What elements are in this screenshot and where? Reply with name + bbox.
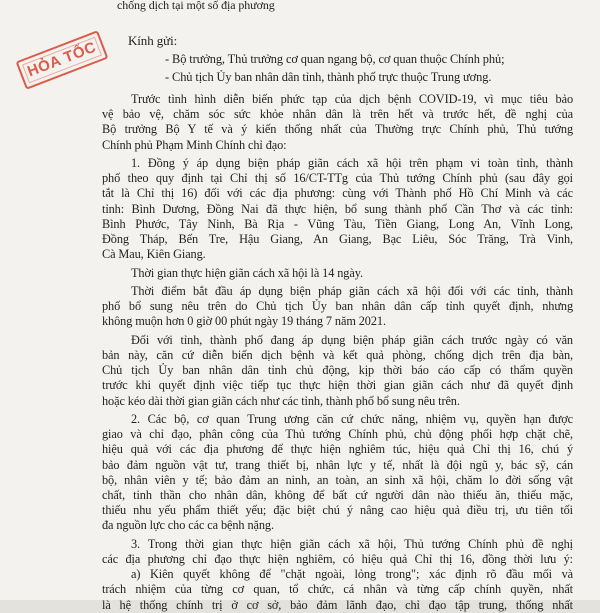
recipient-greeting: Kính gửi:	[128, 33, 178, 48]
body-line: 3. Trong thời gian thực hiện giãn cách xã hội, Thủ tướng Chính phủ đề nghị	[131, 536, 573, 551]
recipient-item: - Chủ tịch Ủy ban nhân dân tỉnh, thành phố trực thuộc Trung ương.	[165, 70, 492, 84]
body-line: trước khi quyết định việc tiếp tục thực hiện thời gian giãn cách như đã quyết định	[102, 378, 573, 393]
header-fragment: chống dịch tại một số địa phương	[117, 0, 275, 12]
urgent-stamp: HỎA TỐC	[16, 30, 109, 90]
body-line: phố bổ sung nêu trên do Chủ tịch Ủy ban nhân dân cấp tỉnh quyết định, nhưng	[102, 299, 573, 314]
body-line: hoặc kéo dài thời gian giãn cách như các tỉnh, thành phố bổ sung nêu trên.	[102, 393, 460, 408]
body-line: đa nguồn lực cho các ca bệnh nặng.	[102, 518, 274, 533]
recipient-item: - Bộ trưởng, Thủ trưởng cơ quan ngang bộ, cơ quan thuộc Chính phủ;	[165, 52, 505, 66]
body-line: thiếu nhu yếu phẩm thiết yếu; đặc biệt chú ý nâng cao hiệu quả điều trị, ưu tiên tối	[102, 503, 573, 518]
body-line: chất, tinh thần cho nhân dân, không để bất cứ người dân nào thiếu ăn, thiếu mặc,	[102, 488, 573, 502]
body-line: Bình Phước, Tây Ninh, Bà Rịa - Vũng Tàu, Tiền Giang, Long An, Vĩnh Long,	[102, 216, 573, 231]
body-line: bộ, nhân viên y tế; bảo đảm an ninh, an toàn, an sinh xã hội, chăm lo đời sống vật	[102, 472, 573, 487]
body-line: là hệ thống chính trị ở cơ sở, bảo đảm lãnh đạo, chỉ đạo tập trung, thống nhất	[102, 597, 573, 612]
body-line: Thời gian thực hiện giãn cách xã hội là 14 ngày.	[131, 265, 363, 280]
body-line: 2. Các bộ, cơ quan Trung ương căn cứ chức năng, nhiệm vụ, quyền hạn được	[131, 412, 573, 426]
body-line: phố theo quy định tại Chỉ thị số 16/CT-TTg của Thủ tướng Chính phủ (sau đây gọi	[102, 171, 573, 186]
body-line: bản này, căn cứ diễn biến dịch bệnh và kết quả phòng, chống dịch trên địa bàn,	[102, 348, 573, 362]
body-line: 1. Đồng ý áp dụng biện pháp giãn cách xã hội trên phạm vi toàn tỉnh, thành	[131, 156, 573, 170]
body-line: không muộn hơn 0 giờ 00 phút ngày 19 tháng 7 năm 2021.	[102, 314, 386, 329]
body-line: Thời điểm bắt đầu áp dụng biện pháp giãn cách xã hội đối với các tỉnh, thành	[131, 284, 573, 298]
body-line: Bộ trưởng Bộ Y tế và ý kiến thống nhất của Thường trực Chính phủ, Thủ tướng	[102, 122, 573, 137]
body-line: vệ bảo vệ, chăm sóc sức khỏe nhân dân là trên hết và trước hết, đề nghị của	[102, 107, 573, 122]
body-line: trách nhiệm của từng cơ quan, tổ chức, cá nhân và từng cấp chính quyền, nhất	[102, 582, 573, 597]
body-line: Chủ tịch Ủy ban nhân dân tỉnh chủ động, kịp thời báo cáo cấp có thẩm quyền	[102, 363, 573, 378]
body-line: Đối với tỉnh, thành phố đang áp dụng biện pháp giãn cách trước ngày có văn	[131, 332, 573, 347]
body-line: Đồng Tháp, Bến Tre, Hậu Giang, An Giang, Bạc Liêu, Sóc Trăng, Trà Vinh,	[102, 232, 573, 246]
body-line: hiệu quả với các địa phương để thực hiện nghiêm túc, hiệu quả Chỉ thị 16, chú ý	[102, 442, 573, 457]
body-line: bảo đảm nguồn vật tư, trang thiết bị, nhân lực y tế, nhất là đội ngũ y, bác sỹ, cán	[102, 457, 573, 472]
body-line: Trước tình hình diễn biến phức tạp của dịch bệnh COVID-19, vì mục tiêu bảo	[131, 92, 573, 106]
body-line: Cà Mau, Kiên Giang.	[102, 247, 206, 262]
body-line: tỉnh: Bình Dương, Đồng Nai đã thực hiện, bổ sung thành phố Cần Thơ và các tỉnh:	[102, 201, 573, 216]
body-line: Chính phủ Phạm Minh Chính chỉ đạo:	[102, 137, 287, 152]
body-line: giao và chỉ đạo, phân công của Thủ tướng Chính phủ, chủ động phối hợp chặt chẽ,	[102, 427, 573, 442]
body-line: tắt là Chỉ thị 16) đối với các địa phương: cùng với Thành phố Hồ Chí Minh và các	[102, 186, 573, 201]
body-line: a) Kiên quyết không để "chặt ngoài, lỏng trong"; xác định rõ đầu mối và	[131, 567, 573, 582]
body-line: các địa phương chỉ đạo thực hiện nghiêm, có hiệu quả Chỉ thị 16, đồng thời lưu ý:	[102, 552, 573, 566]
